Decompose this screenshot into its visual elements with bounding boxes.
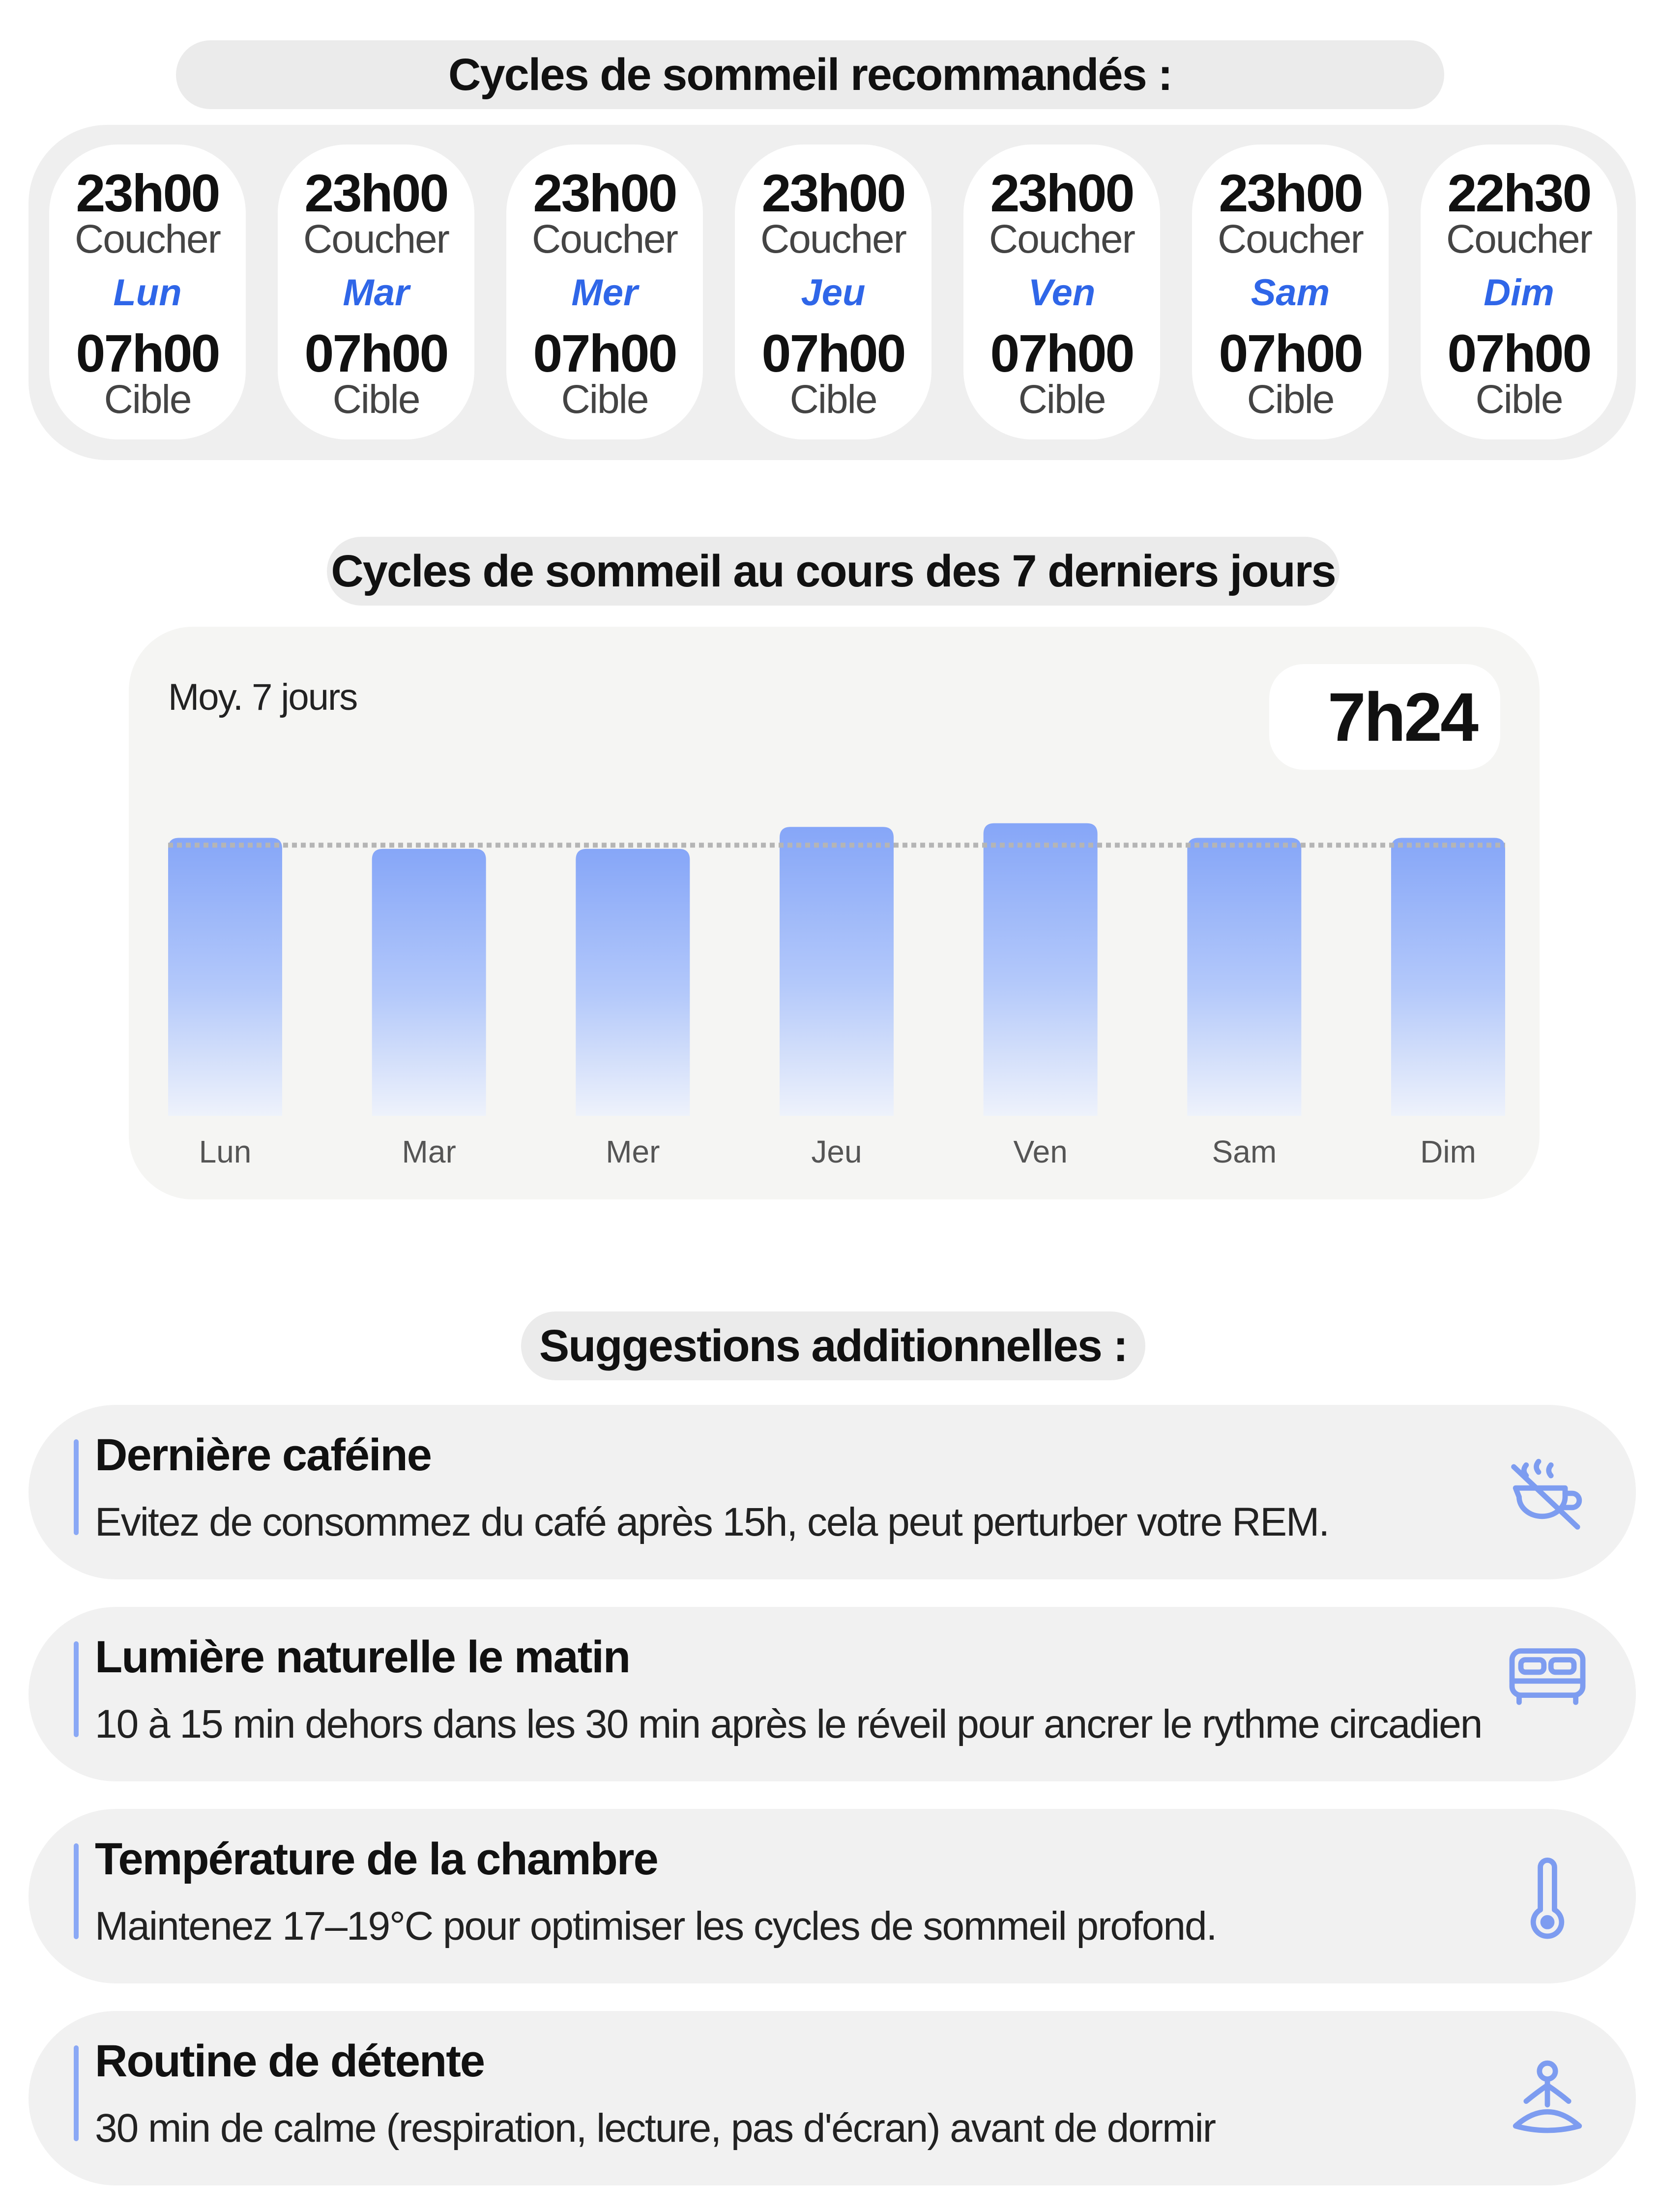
bedtime: 23h00 [304, 163, 448, 223]
bedtime-label: Coucher [1446, 217, 1592, 262]
bedtime: 23h00 [1219, 163, 1362, 223]
target-time: 07h00 [990, 323, 1134, 383]
bedtime-label: Coucher [989, 217, 1135, 262]
bedtime: 23h00 [533, 163, 676, 223]
day-label: Jeu [801, 272, 866, 314]
target-time: 07h00 [304, 323, 448, 383]
x-tick-label: Mar [402, 1134, 456, 1169]
day-label: Sam [1251, 272, 1330, 314]
x-tick-label: Jeu [811, 1134, 862, 1169]
bar-ven [984, 823, 1098, 1116]
bedtime: 23h00 [761, 163, 905, 223]
suggestion-text: 10 à 15 min dehors dans les 30 min après le réveil pour ancrer le rythme circadien [95, 1702, 1482, 1746]
target-label: Cible [332, 377, 420, 422]
meditation-icon [1503, 2055, 1592, 2144]
target-label: Cible [1018, 377, 1106, 422]
schedule-title: Cycles de sommeil recommandés : [176, 40, 1444, 109]
target-label: Cible [104, 377, 191, 422]
bedtime: 23h00 [990, 163, 1134, 223]
suggestion-text: Maintenez 17–19°C pour optimiser les cycles de sommeil profond. [95, 1904, 1217, 1949]
suggestion-card-caffeine[interactable] [29, 1405, 1636, 1579]
x-tick-label: Dim [1420, 1134, 1476, 1169]
schedule-strip [29, 125, 1636, 460]
x-tick-label: Sam [1212, 1134, 1277, 1169]
suggestion-text: 30 min de calme (respiration, lecture, pas d'écran) avant de dormir [95, 2106, 1215, 2151]
day-label: Ven [1028, 272, 1096, 314]
x-tick-label: Mer [606, 1134, 660, 1169]
history-title: Cycles de sommeil au cours des 7 derniers jours [327, 537, 1339, 606]
target-time: 07h00 [533, 323, 676, 383]
target-time: 07h00 [761, 323, 905, 383]
day-card-jeu[interactable] [735, 145, 931, 439]
suggestion-card-relax[interactable] [29, 2011, 1636, 2185]
average-label: Moy. 7 jours [168, 676, 357, 718]
target-label: Cible [1247, 377, 1334, 422]
suggestion-card-daylight[interactable] [29, 1607, 1636, 1781]
target-label: Cible [561, 377, 648, 422]
x-tick-label: Ven [1013, 1134, 1068, 1169]
day-card-lun[interactable] [49, 145, 246, 439]
suggestion-text: Evitez de consommez du café après 15h, cela peut perturber votre REM. [95, 1500, 1329, 1544]
day-card-mar[interactable] [278, 145, 474, 439]
bedtime-label: Coucher [1218, 217, 1363, 262]
suggestion-title: Routine de détente [95, 2036, 485, 2086]
day-card-mer[interactable] [506, 145, 703, 439]
day-label: Mer [571, 272, 638, 314]
bedtime-label: Coucher [75, 217, 220, 262]
bar-mar [372, 849, 486, 1116]
bar-jeu [780, 827, 894, 1116]
suggestions-title: Suggestions additionnelles : [521, 1311, 1145, 1380]
sleep-bar-chart [129, 627, 1540, 1199]
x-tick-label: Lun [199, 1134, 252, 1169]
day-label: Lun [113, 272, 182, 314]
day-card-ven[interactable] [963, 145, 1160, 439]
bar-dim [1391, 838, 1505, 1116]
day-card-dim[interactable] [1421, 145, 1617, 439]
day-label: Dim [1484, 272, 1554, 314]
bar-sam [1187, 838, 1301, 1116]
suggestion-title: Température de la chambre [95, 1834, 658, 1884]
suggestion-card-temperature[interactable] [29, 1809, 1636, 1983]
suggestion-title: Dernière caféine [95, 1430, 431, 1480]
accent-bar [74, 1641, 79, 1737]
day-label: Mar [343, 272, 409, 314]
suggestion-title: Lumière naturelle le matin [95, 1632, 630, 1682]
accent-bar [74, 2045, 79, 2141]
target-label: Cible [1475, 377, 1563, 422]
target-time: 07h00 [1447, 323, 1591, 383]
bedtime: 22h30 [1447, 163, 1591, 223]
bedtime: 23h00 [76, 163, 219, 223]
bed-icon [1503, 1631, 1592, 1720]
accent-bar [74, 1439, 79, 1535]
sleep-chart-card [129, 627, 1540, 1199]
bar-mer [576, 849, 690, 1116]
accent-bar [74, 1843, 79, 1939]
thermometer-icon [1503, 1853, 1592, 1942]
bar-lun [168, 838, 282, 1116]
bedtime-label: Coucher [532, 217, 677, 262]
bedtime-label: Coucher [303, 217, 449, 262]
target-time: 07h00 [1219, 323, 1362, 383]
day-card-sam[interactable] [1192, 145, 1389, 439]
target-time: 07h00 [76, 323, 219, 383]
target-label: Cible [789, 377, 877, 422]
coffee-off-icon [1503, 1449, 1592, 1538]
average-value: 7h24 [1327, 678, 1477, 756]
bedtime-label: Coucher [760, 217, 906, 262]
